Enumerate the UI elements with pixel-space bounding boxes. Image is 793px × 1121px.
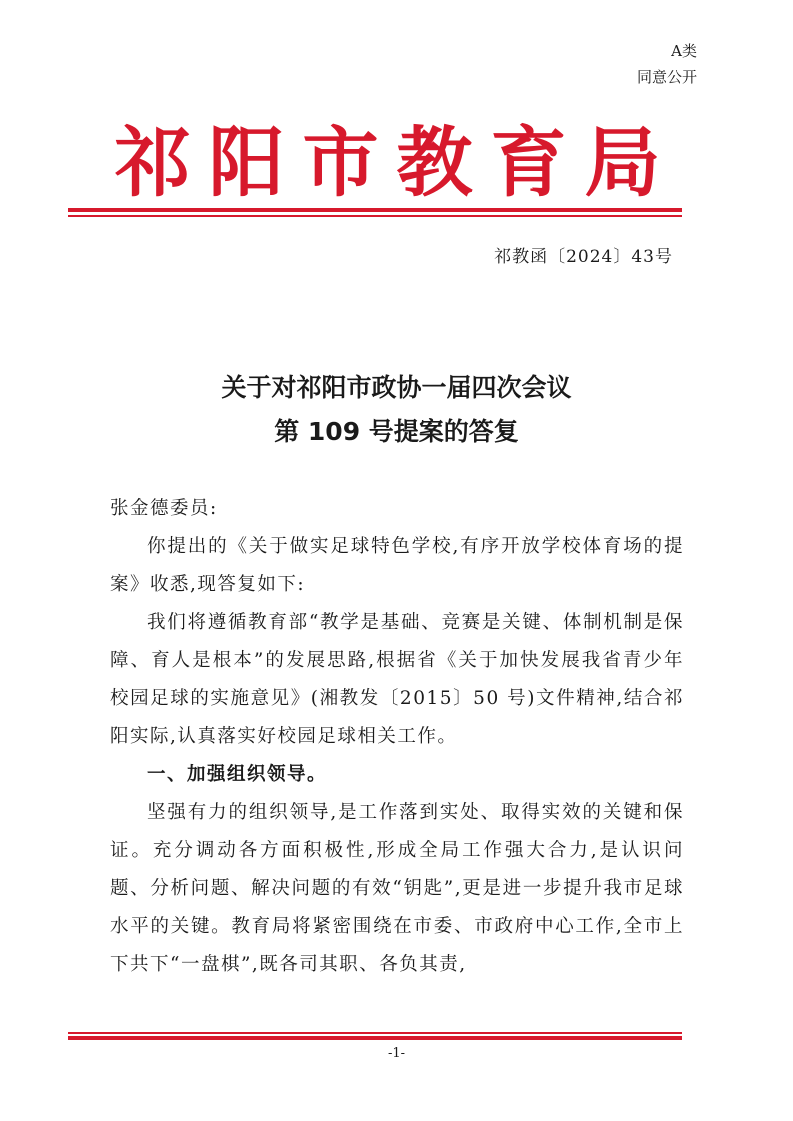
section-paragraph: 坚强有力的组织领导,是工作落到实处、取得实效的关键和保证。充分调动各方面积极性,形成全局工作强大合力,是认识问题、分析问题、解决问题的有效“钥匙”,更是进一步提升我市足球水平的关键。教育局将紧密围绕在市委、市政府中心工作,全市上下共下“一盘棋”,既各司其职、各负其责, [110,802,684,975]
body-paragraph: 我们将遵循教育部“教学是基础、竞赛是关键、体制机制是保障、育人是根本”的发展思路,根据省《关于加快发展我省青少年校园足球的实施意见》(湘教发〔2015〕50 号)文件精神,结合祁阳实际,认真落实好校园足球相关工作。 [110,612,684,747]
footer-rule-thin [68,1032,682,1034]
section-heading: 一、加强组织领导。 [147,764,328,785]
document-number: 祁教函〔2024〕43号 [494,247,673,267]
body-paragraph: 你提出的《关于做实足球特色学校,有序开放学校体育场的提案》收悉,现答复如下: [110,536,684,595]
disclosure-status: 同意公开 [636,68,697,86]
header-rule-thin [68,215,682,217]
classification-block [637,38,697,90]
page-number: -1- [387,1046,406,1061]
document-title [0,366,793,454]
title-line-2: 第 109 号提案的答复 [274,417,519,446]
salutation: 张金德委员: [110,498,218,519]
title-line-1: 关于对祁阳市政协一届四次会议 [221,373,572,402]
header-rule-thick [68,208,682,212]
issuer-title: 祁阳市教育局 [114,118,679,207]
footer-rule-thick [68,1036,682,1040]
document-body [110,490,684,984]
classification-category: A类 [671,42,697,60]
